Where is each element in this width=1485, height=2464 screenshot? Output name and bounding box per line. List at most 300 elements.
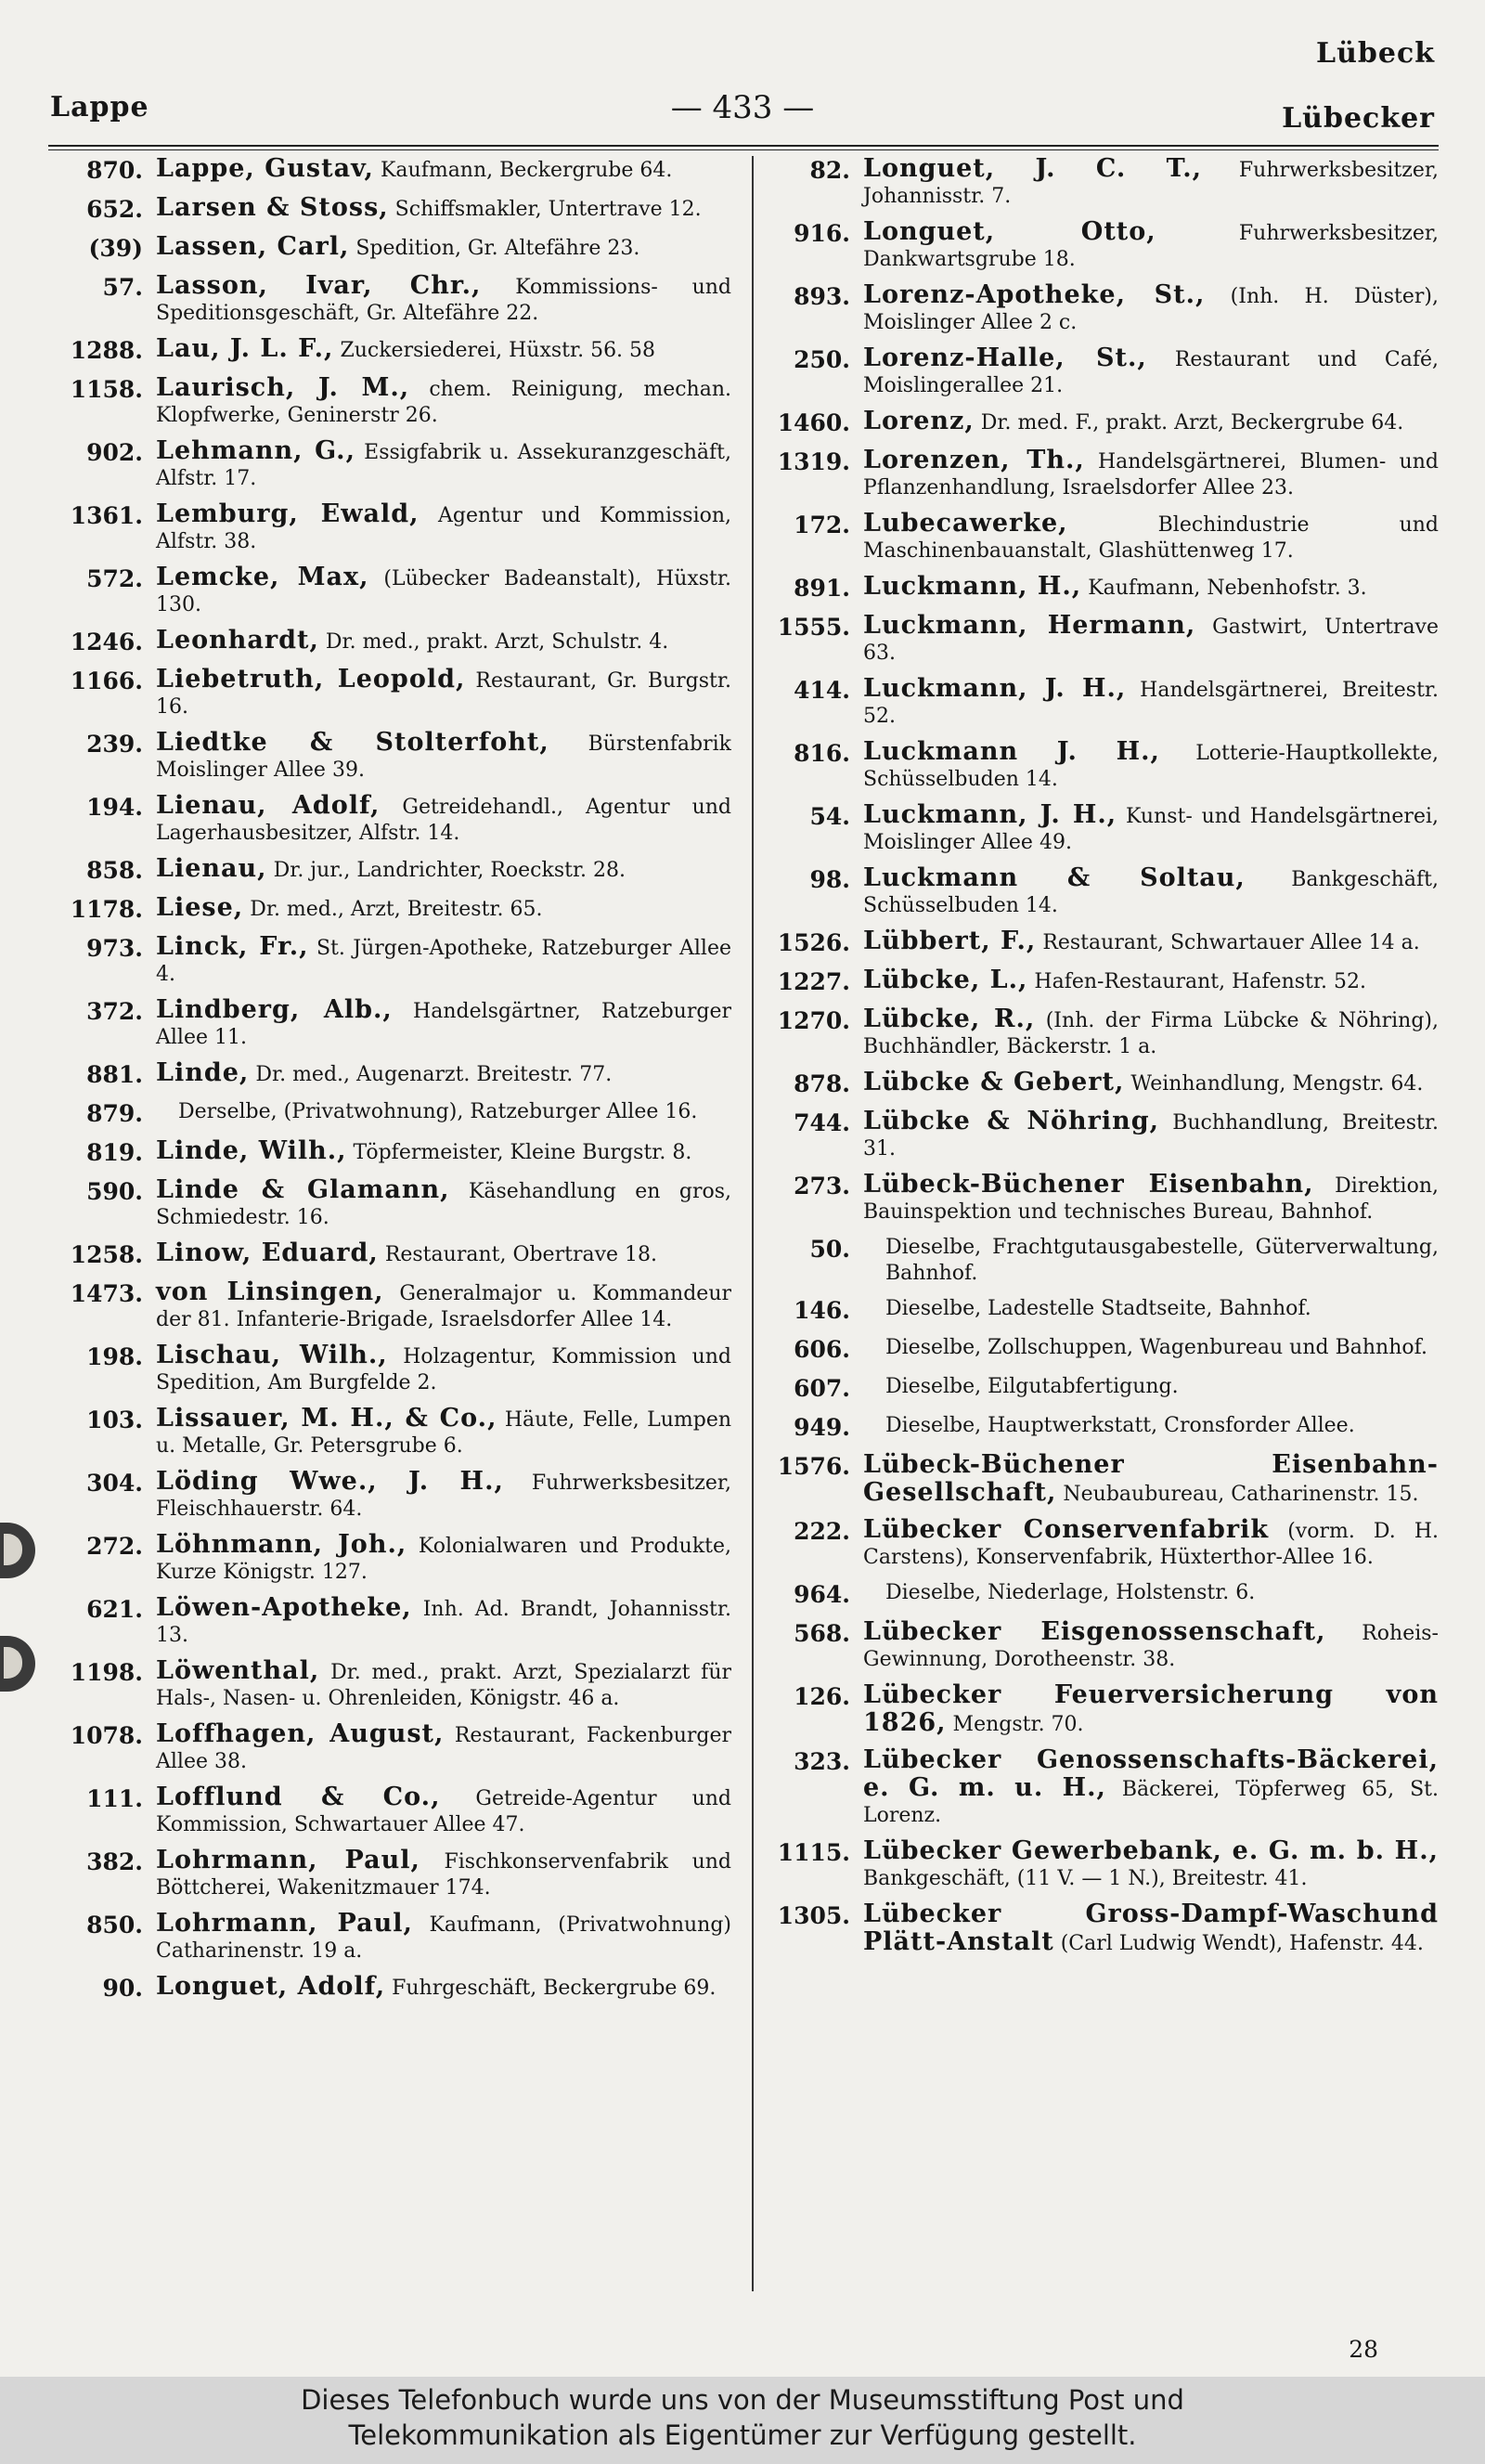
subscriber-name: Linde, — [156, 1058, 250, 1087]
directory-entry — [56, 856, 731, 886]
directory-entry — [56, 1721, 731, 1775]
phone-number: 1258. — [70, 1241, 143, 1268]
subscriber-name: Leonhardt, — [156, 626, 319, 655]
phone-number: 1166. — [70, 668, 143, 694]
phone-number: 273. — [794, 1173, 850, 1200]
directory-entry — [56, 1974, 731, 2004]
entry-details: Generalmajor u. Kommandeur der 81. Infanterie-Brigade, Israelsdorfer Allee 14. — [156, 1282, 731, 1331]
phone-number: 50. — [809, 1236, 850, 1263]
phone-number: 902. — [86, 439, 143, 466]
directory-entry — [763, 928, 1439, 958]
directory-entry — [763, 409, 1439, 438]
entry-details: Neubaubureau, Catharinenstr. 15. — [1063, 1483, 1419, 1506]
entry-body — [156, 438, 731, 492]
directory-entry — [763, 802, 1439, 856]
binding-ring-icon — [0, 1636, 35, 1692]
entry-details: Fuhrwerksbesitzer, Fleischhauerstr. 64. — [156, 1472, 731, 1521]
entry-body — [863, 574, 1439, 602]
entry-body — [863, 1901, 1439, 1957]
phone-number: 819. — [86, 1139, 143, 1166]
entry-body — [156, 501, 731, 555]
entry-body — [863, 409, 1439, 436]
entry-details: Gastwirt, Untertrave 63. — [863, 616, 1439, 665]
entry-body — [156, 667, 731, 720]
entry-details: Essigfabrik u. Assekuranzgeschäft, Alfstr. 17. — [156, 441, 731, 490]
entry-details: Dieselbe, Ladestelle Stadtseite, Bahnhof. — [885, 1297, 1311, 1320]
subscriber-name: Lappe, Gustav, — [156, 156, 374, 183]
entry-body — [863, 1838, 1439, 1892]
directory-entry — [56, 628, 731, 657]
entry-body — [863, 1619, 1439, 1673]
entry-body — [863, 676, 1439, 730]
phone-number: 1270. — [777, 1007, 850, 1034]
phone-number: 126. — [794, 1683, 850, 1710]
directory-entry — [763, 219, 1439, 273]
entry-details: Agentur und Kommission, Alfstr. 38. — [156, 504, 731, 553]
phone-number: 198. — [86, 1343, 143, 1370]
entry-body — [156, 1138, 731, 1166]
subscriber-name: Lorenzen, Th., — [863, 446, 1085, 474]
directory-entry — [763, 1580, 1439, 1610]
subscriber-name: Löhnmann, Joh., — [156, 1530, 407, 1559]
entry-body — [863, 1580, 1439, 1606]
entry-details: Weinhandlung, Mengstr. 64. — [1130, 1072, 1424, 1096]
entry-details: (Lübecker Badeanstalt), Hüxstr. 130. — [156, 567, 731, 616]
directory-entry — [763, 1619, 1439, 1673]
entry-body — [863, 1747, 1439, 1829]
entry-details: Dr. med., prakt. Arzt, Schulstr. 4. — [325, 630, 669, 654]
entry-body — [156, 1911, 731, 1965]
directory-entry — [763, 1838, 1439, 1892]
entry-details: Spedition, Gr. Altefähre 23. — [355, 237, 640, 260]
entry-details: Kaufmann, Beckergrube 64. — [380, 159, 673, 182]
entry-body — [863, 345, 1439, 399]
phone-number: 1473. — [70, 1280, 143, 1307]
subscriber-name: Lübcke & Nöhring, — [863, 1107, 1160, 1135]
directory-entry — [763, 1235, 1439, 1287]
directory-entry — [56, 1848, 731, 1901]
phone-number: 194. — [86, 794, 143, 821]
phone-number: 1361. — [70, 502, 143, 529]
directory-entry — [763, 1335, 1439, 1365]
phone-number: 82. — [809, 157, 850, 184]
entry-body — [156, 934, 731, 988]
phone-number: 870. — [86, 157, 143, 184]
phone-number: 54. — [809, 803, 850, 830]
directory-entry — [56, 1532, 731, 1586]
directory-entry — [763, 447, 1439, 501]
phone-number: 323. — [794, 1748, 850, 1775]
directory-entry — [56, 1595, 731, 1649]
entry-body — [863, 1517, 1439, 1571]
phone-number: 172. — [794, 512, 850, 538]
phone-number: 90. — [102, 1975, 143, 2002]
phone-number: 382. — [86, 1848, 143, 1875]
subscriber-name: Lübecker Conservenfabrik — [863, 1515, 1270, 1544]
directory-entry — [763, 1374, 1439, 1404]
phone-number: 964. — [794, 1581, 850, 1608]
entry-details: Kolonialwaren und Produkte, Kurze Königstr. 127. — [156, 1535, 731, 1584]
phone-number: 572. — [86, 565, 143, 592]
entry-body — [156, 1974, 731, 2002]
entry-body — [156, 564, 731, 618]
entry-body — [863, 967, 1439, 995]
entry-body — [863, 1235, 1439, 1287]
entry-details: Dr. med., Augenarzt. Breitestr. 77. — [255, 1063, 613, 1086]
subscriber-name: Lissauer, M. H., & Co., — [156, 1404, 497, 1433]
phone-number: 1158. — [70, 376, 143, 403]
directory-entry — [763, 1517, 1439, 1571]
directory-entry — [763, 1452, 1439, 1508]
entry-body — [156, 234, 731, 262]
directory-entry — [56, 1240, 731, 1270]
entry-details: Dieselbe, Hauptwerkstatt, Cronsforder Allee. — [885, 1414, 1355, 1437]
directory-entry — [763, 1682, 1439, 1738]
entry-details: Bankgeschäft, Schüsselbuden 14. — [863, 868, 1439, 917]
subscriber-name: Linck, Fr., — [156, 932, 309, 961]
subscriber-name: Longuet, J. C. T., — [863, 156, 1202, 183]
subscriber-name: Lofflund & Co., — [156, 1783, 441, 1811]
directory-entry — [763, 511, 1439, 564]
entry-details: Dr. jur., Landrichter, Roeckstr. 28. — [273, 859, 626, 882]
entry-body — [863, 219, 1439, 273]
phone-number: 1526. — [777, 929, 850, 956]
entry-details: Lotterie-Hauptkollekte, Schüsselbuden 14. — [863, 742, 1439, 791]
entry-details: Buchhandlung, Breitestr. 31. — [863, 1111, 1439, 1161]
entry-details: Dr. med., Arzt, Breitestr. 65. — [250, 898, 543, 921]
phone-number: 239. — [86, 731, 143, 758]
entry-details: Inh. Ad. Brandt, Johannisstr. 13. — [156, 1598, 731, 1647]
subscriber-name: Linde, Wilh., — [156, 1136, 347, 1165]
entry-details: Zuckersiederei, Hüxstr. 56. 58 — [340, 339, 656, 362]
phone-number: 881. — [86, 1061, 143, 1088]
subscriber-name: Lübcke, L., — [863, 966, 1028, 994]
entry-body — [156, 375, 731, 429]
subscriber-name: Linow, Eduard, — [156, 1238, 379, 1267]
attribution-line-1: Dieses Telefonbuch wurde uns von der Museumsstiftung Post und — [301, 2384, 1184, 2416]
entry-body — [156, 1595, 731, 1649]
subscriber-name: Lübecker Feuerversicherung von 1826, — [863, 1680, 1439, 1737]
entry-body — [863, 1070, 1439, 1097]
entry-details: Roheis-Gewinnung, Dorotheenstr. 38. — [863, 1622, 1439, 1671]
phone-number: 916. — [794, 220, 850, 247]
phone-number: 272. — [86, 1533, 143, 1560]
entry-body — [156, 730, 731, 784]
entry-body — [156, 1177, 731, 1231]
subscriber-name: von Linsingen, — [156, 1277, 384, 1306]
directory-entry — [56, 501, 731, 555]
directory-entry — [763, 739, 1439, 793]
entry-body — [156, 1848, 731, 1901]
directory-entry — [56, 336, 731, 366]
subscriber-name: Löwen-Apotheke, — [156, 1593, 412, 1622]
entry-details: Kunst- und Handelsgärtnerei, Moislinger Allee 49. — [863, 805, 1439, 854]
phone-number: 1198. — [70, 1659, 143, 1686]
phone-number: 1178. — [70, 896, 143, 923]
entry-details: Handelsgärtnerei, Blumen- und Pflanzenhandlung, Israelsdorfer Allee 23. — [863, 450, 1439, 499]
entry-details: Bankgeschäft, (11 V. — 1 N.), Breitestr. 41. — [863, 1867, 1308, 1890]
phone-number: 1555. — [777, 614, 850, 641]
entry-details: (Carl Ludwig Wendt), Hafenstr. 44. — [1060, 1932, 1424, 1955]
entry-body — [863, 1452, 1439, 1508]
entry-details: (Inh. H. Düster), Moislinger Allee 2 c. — [863, 285, 1439, 334]
phone-number: 98. — [809, 866, 850, 893]
directory-entry — [56, 438, 731, 492]
phone-number: 878. — [794, 1070, 850, 1097]
header-rule — [48, 145, 1439, 150]
header-left-keyword: Lappe — [50, 91, 149, 123]
phone-number: 621. — [86, 1596, 143, 1623]
directory-entry — [763, 676, 1439, 730]
phone-number: 1078. — [70, 1722, 143, 1749]
phone-number: 1288. — [70, 337, 143, 364]
entry-body — [863, 447, 1439, 501]
page-number: — 433 — — [670, 89, 815, 126]
entry-body — [156, 156, 731, 184]
entry-body — [156, 856, 731, 884]
entry-details: Restaurant, Fackenburger Allee 38. — [156, 1724, 731, 1773]
phone-number: 222. — [794, 1518, 850, 1545]
directory-entry — [56, 195, 731, 225]
entry-body — [156, 628, 731, 655]
subscriber-name: Lorenz-Apotheke, St., — [863, 280, 1206, 309]
entry-details: Restaurant, Gr. Burgstr. 16. — [156, 669, 731, 719]
subscriber-name: Lasson, Ivar, Chr., — [156, 271, 482, 300]
phone-number: 606. — [794, 1336, 850, 1363]
entry-details: Bäckerei, Töpferweg 65, St. Lorenz. — [863, 1778, 1439, 1827]
entry-body — [156, 793, 731, 847]
subscriber-name: Lienau, Adolf, — [156, 791, 381, 820]
entry-body — [863, 1374, 1439, 1400]
subscriber-name: Lindberg, Alb., — [156, 995, 393, 1024]
phone-number: 893. — [794, 283, 850, 310]
phone-number: 891. — [794, 575, 850, 602]
phone-number: 568. — [794, 1620, 850, 1647]
directory-entry — [56, 1099, 731, 1129]
subscriber-name: Lübecker Gross-Dampf-Waschund Plätt-Anstalt — [863, 1900, 1439, 1956]
directory-entry — [763, 865, 1439, 919]
directory-entry — [56, 564, 731, 618]
entry-body — [863, 802, 1439, 856]
entry-details: Töpfermeister, Kleine Burgstr. 8. — [353, 1141, 692, 1164]
subscriber-name: Liebetruth, Leopold, — [156, 665, 466, 694]
entry-body — [156, 895, 731, 923]
entry-details: (Inh. der Firma Lübcke & Nöhring), Buchhändler, Bäckerstr. 1 a. — [863, 1009, 1439, 1058]
directory-entry — [763, 1109, 1439, 1162]
header-city: Lübeck — [1315, 37, 1435, 70]
subscriber-name: Lübcke & Gebert, — [863, 1068, 1125, 1096]
entry-details: Direktion, Bauinspektion und technisches Bureau, Bahnhof. — [863, 1174, 1439, 1224]
directory-entry — [56, 1177, 731, 1231]
directory-entry — [763, 345, 1439, 399]
entry-body — [156, 1406, 731, 1459]
entry-body — [156, 1342, 731, 1396]
subscriber-name: Loffhagen, August, — [156, 1719, 445, 1748]
directory-entry — [56, 1658, 731, 1712]
entry-body — [156, 1060, 731, 1088]
phone-number: 858. — [86, 857, 143, 884]
entry-details: Derselbe, (Privatwohnung), Ratzeburger Allee 16. — [178, 1100, 698, 1123]
attribution-banner — [0, 2377, 1485, 2464]
directory-entry — [763, 1747, 1439, 1829]
entry-details: Holzagentur, Kommission und Spedition, Am Burgfelde 2. — [156, 1345, 731, 1394]
entry-details: Restaurant, Schwartauer Allee 14 a. — [1042, 931, 1420, 954]
entry-body — [863, 1006, 1439, 1060]
entry-details: Fuhrwerksbesitzer, Dankwartsgrube 18. — [863, 222, 1439, 271]
subscriber-name: Lübeck-Büchener Eisenbahn, — [863, 1170, 1314, 1199]
left-column — [56, 156, 731, 2319]
entry-body — [156, 1469, 731, 1523]
binding-ring-icon — [0, 1523, 35, 1578]
subscriber-name: Lübecker Genossenschafts-Bäckerei, e. G. m. u. H., — [863, 1745, 1439, 1802]
entry-body — [156, 997, 731, 1051]
subscriber-name: Luckmann, Hermann, — [863, 611, 1196, 640]
directory-entry — [56, 273, 731, 327]
entry-details: Kaufmann, Nebenhofstr. 3. — [1088, 577, 1367, 600]
entry-body — [156, 1784, 731, 1838]
entry-details: Getreidehandl., Agentur und Lagerhausbesitzer, Alfstr. 14. — [156, 796, 731, 845]
subscriber-name: Liese, — [156, 893, 244, 922]
subscriber-name: Lemcke, Max, — [156, 563, 369, 591]
phone-number: 816. — [794, 740, 850, 767]
subscriber-name: Lohrmann, Paul, — [156, 1909, 413, 1938]
phone-number: 590. — [86, 1178, 143, 1205]
subscriber-name: Luckmann, J. H., — [863, 674, 1127, 703]
entry-details: (vorm. D. H. Carstens), Konservenfabrik, Hüxterthor-Allee 16. — [863, 1520, 1439, 1569]
entry-details: Blechindustrie und Maschinenbauanstalt, Glashüttenweg 17. — [863, 513, 1439, 563]
subscriber-name: Linde & Glamann, — [156, 1175, 450, 1204]
entry-details: Fischkonservenfabrik und Böttcherei, Wakenitzmauer 174. — [156, 1850, 731, 1900]
entry-body — [863, 613, 1439, 667]
entry-details: Getreide-Agentur und Kommission, Schwartauer Allee 47. — [156, 1787, 731, 1836]
entry-body — [156, 195, 731, 223]
entry-details: Dr. med. F., prakt. Arzt, Beckergrube 64. — [980, 411, 1404, 434]
directory-entry — [763, 1070, 1439, 1099]
directory-entry — [56, 934, 731, 988]
subscriber-name: Luckmann, H., — [863, 572, 1082, 601]
phone-number: 250. — [794, 346, 850, 373]
subscriber-name: Luckmann, J. H., — [863, 800, 1117, 829]
phone-number: 949. — [794, 1414, 850, 1441]
phone-number: 1227. — [777, 968, 850, 995]
entry-body — [156, 1240, 731, 1268]
directory-entry — [56, 1911, 731, 1965]
directory-entry — [56, 1279, 731, 1333]
subscriber-name: Luckmann J. H., — [863, 737, 1160, 766]
entry-body — [863, 1172, 1439, 1226]
right-column — [763, 156, 1439, 2319]
directory-entry — [763, 967, 1439, 997]
directory-entry — [56, 1406, 731, 1459]
subscriber-name: Lübbert, F., — [863, 927, 1037, 955]
entry-body — [863, 1335, 1439, 1361]
entry-details: Bürstenfabrik Moislinger Allee 39. — [156, 733, 731, 782]
directory-entry — [56, 1342, 731, 1396]
entry-body — [156, 1721, 731, 1775]
directory-entry — [763, 1006, 1439, 1060]
phone-number: 879. — [86, 1100, 143, 1127]
entry-details: Häute, Felle, Lumpen u. Metalle, Gr. Petersgrube 6. — [156, 1408, 731, 1458]
subscriber-name: Longuet, Otto, — [863, 217, 1156, 246]
subscriber-name: Luckmann & Soltau, — [863, 863, 1246, 892]
subscriber-name: Löwenthal, — [156, 1656, 320, 1685]
subscriber-name: Lübcke, R., — [863, 1005, 1036, 1033]
phone-number: 414. — [794, 677, 850, 704]
directory-entry — [56, 1784, 731, 1838]
phone-number: 1115. — [777, 1839, 850, 1866]
phone-number: 1576. — [777, 1453, 850, 1480]
subscriber-name: Lübecker Gewerbebank, e. G. m. b. H., — [863, 1836, 1439, 1865]
directory-entry — [56, 156, 731, 186]
directory-entry — [56, 375, 731, 429]
subscriber-name: Lorenz-Halle, St., — [863, 344, 1147, 372]
subscriber-name: Larsen & Stoss, — [156, 193, 389, 222]
entry-details: Dieselbe, Eilgutabfertigung. — [885, 1375, 1179, 1398]
directory-entry — [763, 1172, 1439, 1226]
entry-details: Dieselbe, Niederlage, Holstenstr. 6. — [885, 1581, 1256, 1604]
phone-number: 973. — [86, 935, 143, 962]
entry-body — [863, 1682, 1439, 1738]
directory-entry — [763, 1296, 1439, 1326]
entry-body — [156, 336, 731, 364]
subscriber-name: Laurisch, J. M., — [156, 373, 410, 402]
directory-entry — [763, 1413, 1439, 1443]
entry-body — [863, 739, 1439, 793]
entry-details: Kommissions- und Speditionsgeschäft, Gr. Altefähre 22. — [156, 276, 731, 325]
directory-entry — [763, 156, 1439, 210]
directory-entry — [56, 1060, 731, 1090]
phone-number: 146. — [794, 1297, 850, 1324]
phone-number: 111. — [86, 1785, 143, 1812]
entry-body — [863, 1296, 1439, 1322]
subscriber-name: Lemburg, Ewald, — [156, 499, 420, 528]
directory-entry — [763, 282, 1439, 336]
directory-entry — [763, 1901, 1439, 1957]
entry-body — [156, 1279, 731, 1333]
entry-body — [863, 865, 1439, 919]
subscriber-name: Lübeck-Büchener Eisenbahn-Gesellschaft, — [863, 1450, 1439, 1507]
directory-entry — [56, 1469, 731, 1523]
entry-body — [156, 1532, 731, 1586]
phone-number: 372. — [86, 998, 143, 1025]
entry-details: Kaufmann, (Privatwohnung) Catharinenstr. 19 a. — [156, 1913, 731, 1963]
entry-body — [156, 1099, 731, 1125]
directory-entry — [56, 997, 731, 1051]
phone-number: (39) — [88, 235, 143, 262]
subscriber-name: Lassen, Carl, — [156, 232, 350, 261]
page-mark: 28 — [1349, 2336, 1378, 2363]
entry-body — [863, 928, 1439, 956]
subscriber-name: Lohrmann, Paul, — [156, 1846, 420, 1874]
entry-details: Dr. med., prakt. Arzt, Spezialarzt für Hals-, Nasen- u. Ohrenleiden, Königstr. 46 a. — [156, 1661, 731, 1710]
entry-body — [863, 1109, 1439, 1162]
subscriber-name: Lorenz, — [863, 407, 975, 435]
entry-details: Handelsgärtner, Ratzeburger Allee 11. — [156, 1000, 731, 1049]
phone-number: 652. — [86, 196, 143, 223]
phone-number: 1246. — [70, 629, 143, 655]
entry-details: Handelsgärtnerei, Breitestr. 52. — [863, 679, 1439, 728]
subscriber-name: Löding Wwe., J. H., — [156, 1467, 504, 1496]
subscriber-name: Lienau, — [156, 854, 267, 883]
phone-number: 103. — [86, 1407, 143, 1433]
directory-entry — [763, 574, 1439, 603]
phone-number: 57. — [102, 274, 143, 301]
entry-details: Restaurant, Obertrave 18. — [384, 1243, 657, 1266]
entry-details: Restaurant und Café, Moislingerallee 21. — [863, 348, 1439, 397]
entry-body — [156, 1658, 731, 1712]
directory-entry — [56, 1138, 731, 1168]
entry-details: Hafen-Restaurant, Hafenstr. 52. — [1034, 970, 1366, 993]
